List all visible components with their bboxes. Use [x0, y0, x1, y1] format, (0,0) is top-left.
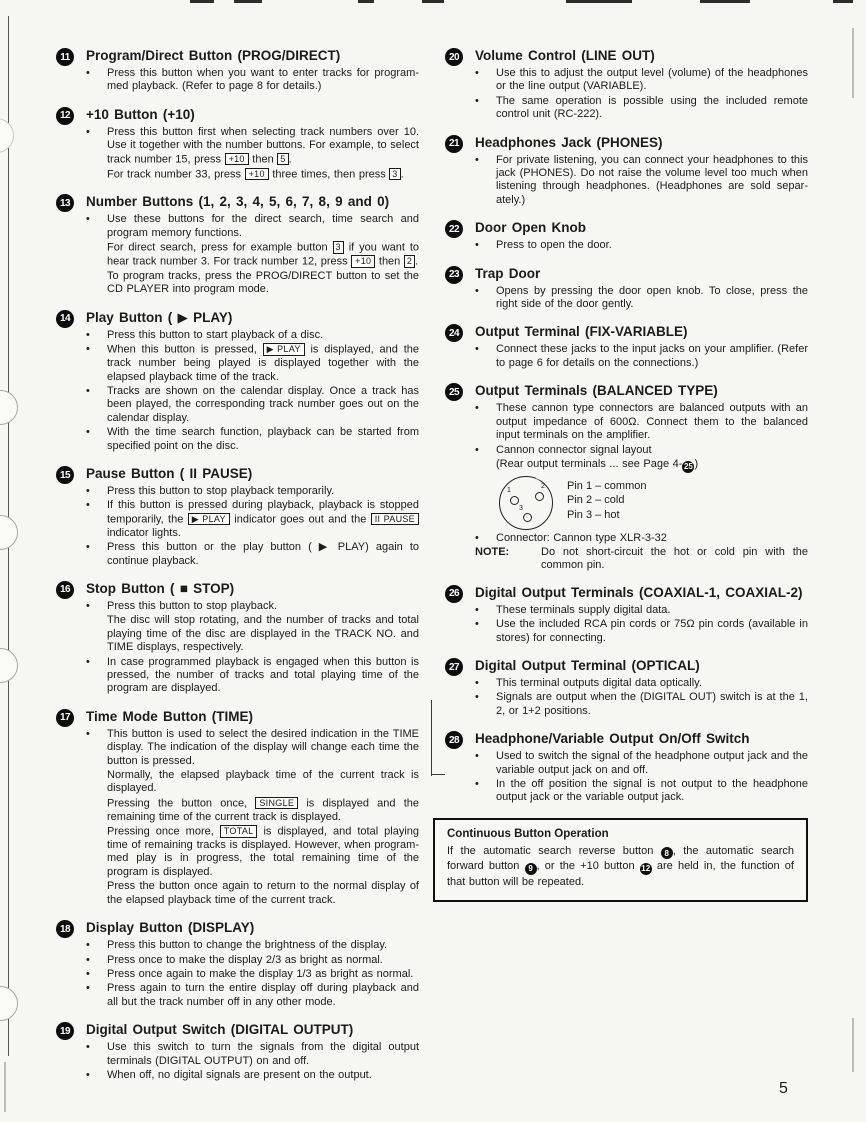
section-title: Trap Door — [475, 265, 541, 281]
indicator-box-label: II PAUSE — [371, 513, 419, 526]
paragraph — [86, 126, 419, 167]
bullet-icon: • — [475, 691, 479, 704]
badge-column — [56, 581, 86, 697]
item-number-badge: 14 — [56, 310, 74, 328]
section-paragraphs — [475, 750, 808, 805]
paragraph — [475, 458, 808, 473]
paragraph — [86, 499, 419, 540]
note-paragraph — [475, 546, 808, 573]
bullet-icon: • — [86, 1041, 90, 1054]
paragraph — [86, 485, 419, 498]
section-paragraphs — [475, 154, 808, 208]
item-number-badge: 22 — [445, 220, 463, 238]
paragraph-text: The same operation is possible using the included remote control unit (RC-222). — [496, 94, 808, 121]
badge-column — [56, 107, 86, 183]
paragraph-text: Tracks are shown on the calendar display. Once a track has been played, the corresponding track number goes out on the calendar display. — [107, 385, 419, 424]
bullet-icon: • — [475, 284, 479, 297]
item-number-badge: 13 — [56, 194, 74, 212]
punch-hole — [0, 515, 18, 550]
section-body — [475, 48, 808, 123]
bullet-icon: • — [475, 778, 479, 791]
number-key-label: 5 — [277, 153, 288, 166]
bullet-icon: • — [86, 125, 90, 138]
section-body — [86, 194, 419, 297]
indent-spacer — [86, 797, 107, 824]
bullet-icon: • — [86, 426, 90, 439]
paragraph-text: Connect these jacks to the input jacks on your amplifier. (Refer to page 6 for details on the connections.) — [496, 343, 808, 369]
scan-artifact — [4, 1062, 6, 1112]
paragraph-text: When off, no digital signals are present on the output. — [107, 1068, 372, 1081]
section-title: Digital Output Terminal (OPTICAL) — [475, 658, 700, 674]
badge-column — [445, 220, 475, 253]
manual-section — [445, 585, 808, 646]
section-body — [475, 324, 808, 371]
section-body — [475, 135, 808, 209]
paragraph — [86, 656, 419, 696]
paragraph-text: In case programmed playback is engaged when this button is pressed, the number of tracks and total playing time of the program are displayed. — [107, 655, 419, 695]
paragraph-text: Pressing once more, TOTAL is displayed, and total playing time of remaining tracks is displayed. However, when program-med play is in progress, the total remaining time of the program is displayed. — [107, 825, 419, 878]
bullet-icon: • — [86, 343, 90, 356]
pin-label: Pin 3 – hot — [567, 508, 620, 521]
bullet-icon: • — [86, 939, 90, 952]
paragraph — [86, 213, 419, 240]
paragraph — [475, 239, 808, 252]
inline-ref-badge: 9 — [525, 863, 537, 875]
section-paragraphs — [475, 67, 808, 122]
manual-section — [56, 581, 419, 697]
badge-column — [56, 1022, 86, 1083]
scan-artifact — [422, 0, 444, 3]
badge-column — [445, 135, 475, 209]
bullet-icon: • — [86, 953, 90, 966]
paragraph — [475, 618, 808, 645]
section-paragraphs — [475, 604, 808, 645]
section-title: Pause Button ( II PAUSE) — [86, 466, 253, 482]
bullet-icon: • — [86, 485, 90, 498]
paragraph-text: Press to open the door. — [496, 239, 612, 252]
paragraph — [86, 343, 419, 384]
manual-section — [56, 466, 419, 569]
paragraph — [86, 600, 419, 613]
manual-section — [56, 1022, 419, 1083]
indicator-box-label: +10 — [225, 153, 249, 166]
section-paragraphs — [86, 728, 419, 907]
section-paragraphs — [86, 126, 419, 182]
paragraph — [86, 1041, 419, 1068]
section-title: Play Button ( ▶ PLAY) — [86, 309, 233, 325]
item-number-badge: 27 — [445, 658, 463, 676]
paragraph — [86, 67, 419, 94]
paragraph — [475, 285, 808, 312]
paragraph — [475, 95, 808, 122]
connector-pin — [523, 513, 532, 522]
paragraph-text: These terminals supply digital data. — [496, 603, 671, 616]
bullet-icon: • — [86, 541, 90, 554]
bullet-icon: • — [475, 67, 479, 79]
scan-artifact — [190, 0, 214, 3]
scan-artifact — [852, 1018, 854, 1072]
paragraph-text: Normally, the elapsed playback time of the current track is displayed. — [107, 769, 419, 795]
section-title: Output Terminal (FIX-VARIABLE) — [475, 324, 688, 340]
section-body — [86, 920, 419, 1010]
item-number-badge: 23 — [445, 266, 463, 284]
item-number-badge: 25 — [445, 383, 463, 401]
manual-section — [56, 194, 419, 297]
paragraph-text: Press this button to stop playback temporarily. — [107, 485, 335, 498]
paragraph — [86, 1069, 419, 1082]
manual-section — [445, 266, 808, 313]
pin-label: Pin 1 – common — [567, 479, 647, 492]
manual-section — [56, 48, 419, 95]
item-number-badge: 15 — [56, 466, 74, 484]
indent-spacer — [86, 880, 107, 907]
paragraph — [475, 444, 808, 457]
section-body — [86, 310, 419, 454]
left-column — [56, 48, 419, 1095]
paragraph — [86, 880, 419, 907]
scan-artifact — [431, 774, 445, 775]
paragraph-text: Signals are output when the (DIGITAL OUT) switch is at the 1, 2, or 1+2 positions. — [496, 691, 808, 717]
xlr-connector-diagram — [499, 476, 808, 530]
paragraph — [86, 329, 419, 342]
bullet-icon: • — [475, 603, 479, 616]
paragraph-text: Connector: Cannon type XLR-3-32 — [496, 531, 667, 544]
section-body — [475, 731, 808, 806]
badge-column — [445, 731, 475, 806]
scan-artifact — [566, 0, 632, 3]
paragraph-text: For private listening, you can connect your headphones to this jack (PHONES). Do not raise the volume level too much when listening through headphones. (Headphones are sold separ-ately.) — [496, 153, 808, 206]
manual-section — [445, 658, 808, 719]
bullet-icon: • — [86, 967, 90, 980]
section-body — [475, 266, 808, 313]
bullet-icon: • — [86, 599, 90, 612]
section-title: Stop Button ( ■ STOP) — [86, 580, 235, 596]
number-key-label: 2 — [404, 255, 415, 268]
paragraph — [86, 426, 419, 453]
paragraph — [475, 677, 808, 690]
note-box-title: Continuous Button Operation — [447, 827, 609, 840]
scan-artifact — [852, 28, 854, 98]
scan-artifact — [358, 0, 374, 3]
indent-spacer — [475, 458, 496, 473]
paragraph-text: Press once again to make the display 1/3 as bright as normal. — [107, 967, 414, 980]
bullet-icon: • — [86, 213, 90, 226]
note-box-text: If the automatic search reverse button 8 , the automatic search forward button 9 , or the +10 button 12 are held in, the function of that button will be repeated. — [447, 844, 794, 888]
bullet-icon: • — [86, 385, 90, 397]
section-paragraphs — [475, 402, 808, 573]
bullet-icon: • — [86, 727, 90, 740]
paragraph-text: Pressing the button once, SINGLE is displayed and the remaining time of the current track is displayed. — [107, 797, 419, 823]
item-number-badge: 19 — [56, 1022, 74, 1040]
paragraph — [86, 270, 419, 297]
paragraph — [475, 154, 808, 208]
section-body — [475, 658, 808, 719]
punch-hole — [0, 118, 14, 153]
scan-artifact — [833, 0, 853, 3]
paragraph-text: (Rear output terminals ... see Page 4- 25 ) — [496, 457, 699, 471]
inline-ref-badge: 25 — [683, 461, 693, 471]
two-column-layout — [56, 48, 808, 1095]
item-number-badge: 21 — [445, 135, 463, 153]
bullet-icon: • — [86, 328, 90, 341]
section-body — [475, 585, 808, 646]
paragraph-text: Press the button once again to return to the normal display of the elapsed playback time of the current track. — [107, 880, 419, 906]
paragraph-text: Cannon connector signal layout — [496, 443, 652, 456]
paragraph-text: Use these buttons for the direct search, time search and program memory functions. — [107, 213, 419, 239]
bullet-icon: • — [86, 982, 90, 995]
paragraph-text: Press again to turn the entire display off during playback and all but the track number off in any other mode. — [107, 982, 419, 1008]
indicator-box-label: SINGLE — [255, 797, 298, 810]
paragraph-text: In the off position the signal is not output to the headphone output jack or the variable output jack. — [496, 778, 808, 804]
paragraph-text: Press this button when you want to enter tracks for program-med playback. (Refer to page 8 for details.) — [107, 67, 419, 93]
section-paragraphs — [86, 1041, 419, 1082]
paragraph-text: Press once to make the display 2/3 as bright as normal. — [107, 953, 383, 966]
punch-hole — [0, 648, 18, 683]
indicator-box-label: ▶ PLAY — [188, 513, 230, 526]
bullet-icon: • — [475, 239, 479, 252]
section-paragraphs — [86, 329, 419, 453]
section-title: Display Button (DISPLAY) — [86, 920, 255, 936]
paragraph — [86, 385, 419, 425]
manual-section — [56, 310, 419, 454]
paragraph-text: Press this button or the play button ( ▶ PLAY) again to continue playback. — [107, 541, 419, 567]
paragraph-text: When this button is pressed, ▶ PLAY is displayed, and the track number being played is displayed together with the elapsed playback time of the track. — [107, 343, 419, 383]
indent-spacer — [86, 614, 107, 654]
badge-column — [56, 709, 86, 908]
indicator-box-label: +10 — [351, 255, 375, 268]
paragraph-text: These cannon type connectors are balanced outputs with an output impedance of 600Ω. Connect them to the balanced input terminals on the amplifier. — [496, 402, 808, 442]
badge-column — [445, 266, 475, 313]
item-number-badge: 16 — [56, 581, 74, 599]
paragraph-text: To program tracks, press the PROG/DIRECT button to set the CD PLAYER into program mode. — [107, 270, 419, 296]
section-paragraphs — [86, 939, 419, 1009]
bullet-icon: • — [475, 618, 479, 631]
badge-column — [56, 920, 86, 1010]
paragraph-text: Press this button first when selecting track numbers over 10. Use it together with the number buttons. For example, to select track number 15, press +10 then 5 . — [107, 125, 419, 166]
paragraph — [475, 778, 808, 805]
paragraph — [475, 604, 808, 617]
section-body — [86, 1022, 419, 1083]
paragraph — [475, 343, 808, 370]
number-key-label: 3 — [389, 168, 400, 181]
connector-pin-number: 2 — [541, 482, 545, 490]
section-body — [86, 48, 419, 95]
page-number: 5 — [779, 1080, 788, 1097]
badge-column — [56, 48, 86, 95]
item-number-badge: 17 — [56, 709, 74, 727]
section-paragraphs — [475, 343, 808, 370]
badge-column — [445, 585, 475, 646]
paragraph — [86, 954, 419, 967]
indicator-box-label: TOTAL — [220, 825, 258, 838]
manual-section — [445, 731, 808, 806]
section-paragraphs — [86, 485, 419, 568]
paragraph — [475, 691, 808, 718]
item-number-badge: 28 — [445, 731, 463, 749]
indicator-box-label: ▶ PLAY — [263, 343, 305, 356]
section-title: Number Buttons (1, 2, 3, 4, 5, 6, 7, 8, 9 and 0) — [86, 194, 390, 210]
section-paragraphs — [86, 213, 419, 296]
bullet-icon: • — [475, 531, 479, 544]
section-title: Volume Control (LINE OUT) — [475, 48, 655, 63]
item-number-badge: 18 — [56, 920, 74, 938]
bullet-icon: • — [86, 67, 90, 79]
bullet-icon: • — [475, 402, 479, 415]
pin-label: Pin 2 – cold — [567, 494, 625, 507]
connector-pin-number: 1 — [507, 486, 511, 494]
connector-pin — [510, 496, 519, 505]
note-label: NOTE: — [475, 546, 510, 559]
manual-section — [56, 709, 419, 908]
number-key-label: 3 — [333, 241, 344, 254]
paragraph — [86, 241, 419, 269]
paragraph — [86, 797, 419, 824]
paragraph-text: If this button is pressed during playback, playback is stopped temporarily, the ▶ PLAY indicator goes out and the II PAUSE indicator lights. — [107, 499, 419, 539]
inline-ref-badge: 8 — [661, 847, 673, 859]
paragraph-text: Press this button to stop playback. — [107, 599, 278, 612]
bullet-icon: • — [475, 750, 479, 763]
badge-column — [445, 383, 475, 573]
bullet-icon: • — [475, 94, 479, 107]
section-body — [475, 220, 808, 253]
paragraph — [86, 168, 419, 182]
paragraph-text: For direct search, press for example button 3 if you want to hear track number 3. For track number 12, press +10 then 2 . — [107, 241, 420, 268]
paragraph — [475, 750, 808, 777]
section-paragraphs — [475, 239, 808, 252]
paragraph-text: With the time search function, playback can be started from specified point on the disc. — [107, 426, 419, 452]
note-text: Do not short-circuit the hot or cold pin with the common pin. — [541, 546, 808, 572]
paragraph-text: The disc will stop rotating, and the number of tracks and total playing time of the disc are displayed in the TRACK NO. and TIME displays, respectively. — [107, 614, 419, 654]
badge-column — [445, 658, 475, 719]
bullet-icon: • — [86, 1068, 90, 1081]
paragraph — [475, 402, 808, 442]
manual-section — [445, 48, 808, 123]
indent-spacer — [86, 825, 107, 879]
section-title: Headphones Jack (PHONES) — [475, 134, 663, 150]
paragraph — [86, 982, 419, 1009]
section-title: Door Open Knob — [475, 220, 586, 236]
item-number-badge: 24 — [445, 324, 463, 342]
scan-artifact — [700, 0, 750, 3]
paragraph — [86, 614, 419, 654]
section-paragraphs — [475, 677, 808, 718]
indicator-box-label: +10 — [245, 168, 269, 181]
indent-spacer — [86, 241, 107, 269]
section-title: Digital Output Switch (DIGITAL OUTPUT) — [86, 1022, 354, 1038]
bullet-icon: • — [475, 343, 479, 356]
paragraph-text: This button is used to select the desired indication in the TIME display. The indication of the display will change each time the button is pressed. — [107, 727, 419, 767]
section-title: Output Terminals (BALANCED TYPE) — [475, 383, 718, 399]
item-number-badge: 26 — [445, 585, 463, 603]
item-number-badge: 20 — [445, 48, 463, 66]
section-title: Headphone/Variable Output On/Off Switch — [475, 731, 750, 747]
indent-spacer — [86, 168, 107, 182]
manual-section — [56, 107, 419, 183]
section-paragraphs — [86, 600, 419, 696]
paragraph — [86, 968, 419, 981]
paragraph-text: This terminal outputs digital data optically. — [496, 677, 702, 690]
manual-section — [56, 920, 419, 1010]
manual-section — [445, 135, 808, 209]
section-paragraphs — [475, 285, 808, 312]
item-number-badge: 11 — [56, 48, 74, 66]
punch-hole — [0, 986, 18, 1021]
section-title: Digital Output Terminals (COAXIAL-1, COAXIAL-2) — [475, 584, 803, 600]
badge-column — [56, 310, 86, 454]
item-number-badge: 12 — [56, 107, 74, 125]
pin-label-list — [567, 476, 646, 530]
inline-ref-badge: 12 — [641, 864, 651, 874]
badge-column — [445, 324, 475, 371]
scan-artifact — [234, 0, 262, 3]
paragraph-text: Press this button to change the brightness of the display. — [107, 939, 388, 952]
connector-pin — [535, 492, 544, 501]
bullet-icon: • — [475, 443, 479, 456]
paragraph-text: Opens by pressing the door open knob. To close, press the right side of the door gently. — [496, 284, 808, 311]
bullet-icon: • — [475, 677, 479, 690]
connector-pin-number: 3 — [519, 504, 523, 512]
indent-spacer — [86, 769, 107, 796]
section-title: Program/Direct Button (PROG/DIRECT) — [86, 48, 341, 63]
paragraph — [475, 532, 808, 545]
section-title: Time Mode Button (TIME) — [86, 708, 253, 724]
bullet-icon: • — [475, 153, 479, 166]
paragraph-text: Use this to adjust the output level (volume) of the headphones or the line output (VARIABLE). — [496, 67, 808, 93]
bullet-icon: • — [86, 655, 90, 668]
right-column — [445, 48, 808, 1095]
manual-section — [445, 220, 808, 253]
section-paragraphs — [86, 67, 419, 94]
bullet-icon: • — [86, 499, 90, 512]
paragraph-text: Press this button to start playback of a disc. — [107, 328, 324, 341]
paragraph — [475, 67, 808, 94]
punch-hole — [0, 390, 18, 425]
paragraph-text: Use this switch to turn the signals from the digital output terminals (DIGITAL OUTPUT) on and off. — [107, 1041, 419, 1067]
section-body — [86, 107, 419, 183]
section-body — [86, 709, 419, 908]
section-body — [86, 466, 419, 569]
paragraph — [86, 728, 419, 768]
paragraph-text: Used to switch the signal of the headphone output jack and the variable output jack on and off. — [496, 750, 808, 776]
manual-section — [445, 324, 808, 371]
section-body — [86, 581, 419, 697]
scan-artifact — [431, 700, 432, 776]
section-title: +10 Button (+10) — [86, 106, 195, 122]
indent-spacer — [86, 270, 107, 297]
manual-section — [445, 383, 808, 573]
paragraph — [86, 825, 419, 879]
paragraph — [86, 769, 419, 796]
section-body — [475, 383, 808, 573]
badge-column — [445, 48, 475, 123]
paragraph — [86, 541, 419, 568]
badge-column — [56, 194, 86, 297]
badge-column — [56, 466, 86, 569]
paragraph — [86, 939, 419, 952]
xlr-connector-circle — [499, 476, 553, 530]
continuous-operation-box — [433, 818, 808, 902]
paragraph-text: Use the included RCA pin cords or 75Ω pin cords (available in stores) for connecting. — [496, 618, 808, 644]
paragraph-text: For track number 33, press +10 three times, then press 3 . — [107, 168, 404, 181]
